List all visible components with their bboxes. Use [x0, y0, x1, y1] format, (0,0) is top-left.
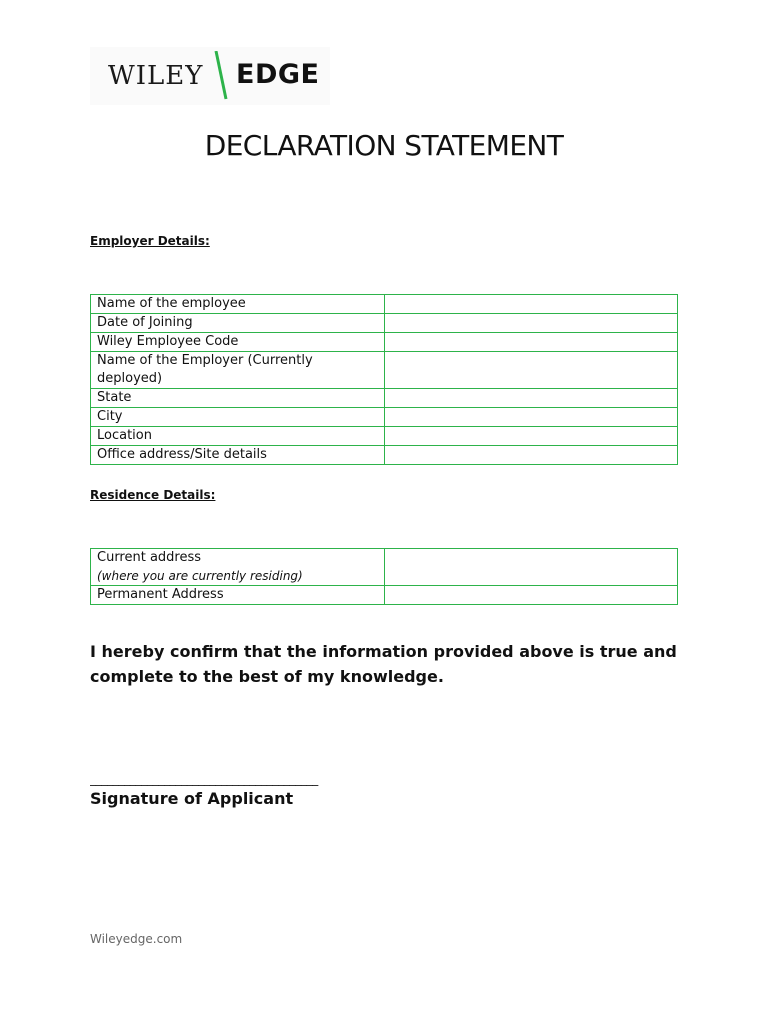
table-row [91, 549, 678, 586]
logo-slash-icon [210, 51, 234, 101]
table-row [91, 586, 678, 605]
row-label: Permanent Address [91, 586, 385, 605]
row-value-field[interactable] [385, 586, 678, 605]
residence-details-heading: Residence Details: [90, 488, 216, 502]
signature-line[interactable]: ________________________________________ [90, 772, 319, 786]
row-label: Name of the employee [91, 295, 385, 314]
row-label: City [91, 408, 385, 427]
table-row [91, 427, 678, 446]
row-value-field[interactable] [385, 549, 678, 586]
row-label: Office address/Site details [91, 446, 385, 465]
row-value-field[interactable] [385, 408, 678, 427]
employer-details-heading: Employer Details: [90, 234, 210, 248]
row-label: Name of the Employer (Currently deployed) [91, 352, 385, 389]
table-row [91, 446, 678, 465]
row-label: Date of Joining [91, 314, 385, 333]
row-label: State [91, 389, 385, 408]
row-value-field[interactable] [385, 314, 678, 333]
row-value-field[interactable] [385, 352, 678, 389]
table-row [91, 314, 678, 333]
confirmation-statement: I hereby confirm that the information provided above is true and complete to the best of my knowledge. [90, 642, 677, 686]
logo-wiley-text: WILEY [108, 61, 204, 91]
table-row [91, 352, 678, 389]
row-value-field[interactable] [385, 446, 678, 465]
footer-website: Wileyedge.com [90, 932, 183, 946]
table-row [91, 408, 678, 427]
row-label: Location [91, 427, 385, 446]
wiley-edge-logo [90, 47, 330, 105]
row-label-note: (where you are currently residing) [97, 569, 303, 583]
row-value-field[interactable] [385, 427, 678, 446]
residence-details-table [90, 548, 678, 605]
row-label-text: Current address [97, 550, 202, 565]
row-label [91, 549, 385, 586]
signature-label: Signature of Applicant [90, 789, 294, 808]
logo-edge-text: EDGE [236, 59, 320, 90]
row-label: Wiley Employee Code [91, 333, 385, 352]
row-value-field[interactable] [385, 295, 678, 314]
table-row [91, 333, 678, 352]
row-value-field[interactable] [385, 333, 678, 352]
table-row [91, 295, 678, 314]
row-value-field[interactable] [385, 389, 678, 408]
document-title: DECLARATION STATEMENT [204, 129, 564, 162]
table-row [91, 389, 678, 408]
employer-details-table [90, 294, 678, 465]
